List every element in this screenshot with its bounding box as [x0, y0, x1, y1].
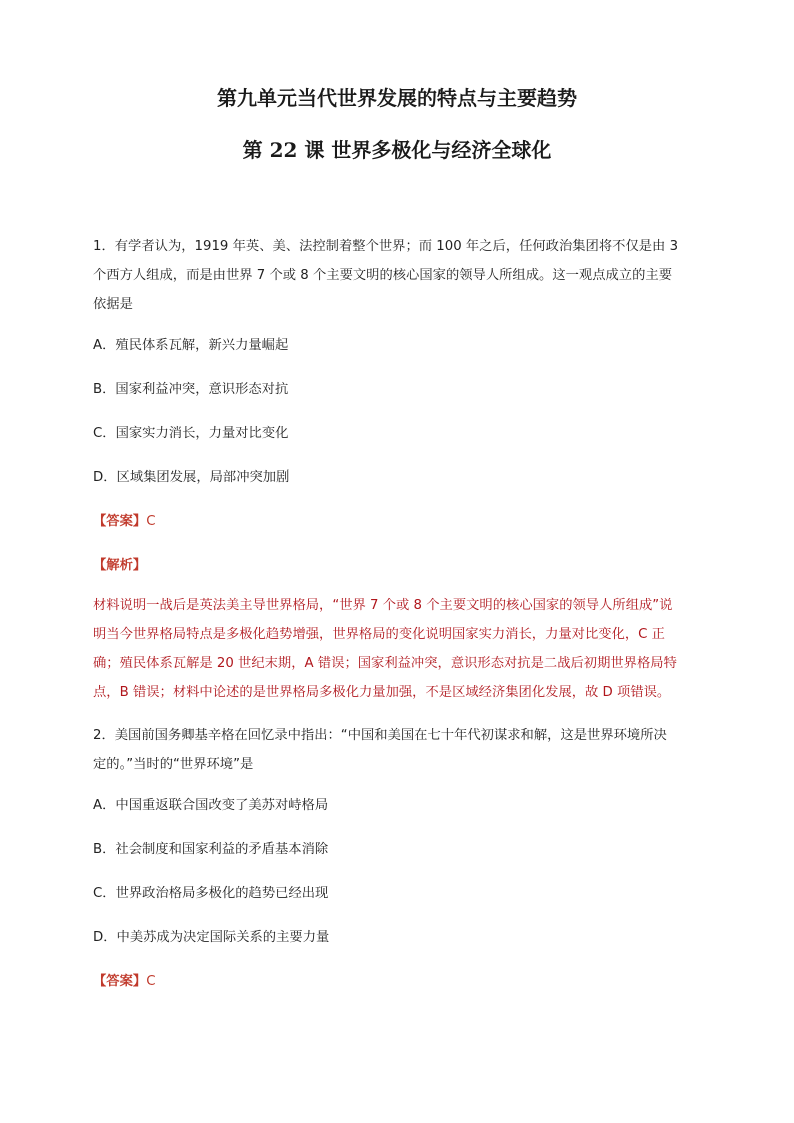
unit-title: 第九单元当代世界发展的特点与主要趋势: [217, 86, 577, 110]
option-d: D．中美苏成为决定国际关系的主要力量: [93, 930, 330, 945]
answer-label: 【答案】: [93, 514, 147, 529]
analysis-text: [93, 591, 705, 707]
option-d: D．区域集团发展，局部冲突加剧: [93, 470, 290, 485]
analysis-line: 明当今世界格局特点是多极化趋势增强，世界格局的变化说明国家实力消长，力量对比变化，C 正: [93, 627, 665, 642]
question-2-stem: [93, 721, 705, 779]
analysis-label: 【解析】: [93, 558, 147, 573]
question-1: [93, 232, 705, 707]
document-body: [93, 232, 705, 993]
answer-label: 【答案】: [93, 974, 147, 989]
question-1-stem: [93, 232, 705, 319]
option-b: B．国家利益冲突，意识形态对抗: [93, 382, 289, 397]
question-2: [93, 721, 705, 993]
answer: [93, 511, 705, 533]
option-c: C．国家实力消长，力量对比变化: [93, 426, 289, 441]
option-c: C．世界政治格局多极化的趋势已经出现: [93, 886, 329, 901]
answer: [93, 971, 705, 993]
stem-line: 个西方人组成，而是由世界 7 个或 8 个主要文明的核心国家的领导人所组成。这一观点成立的主要: [93, 268, 672, 283]
analysis-line: 确；殖民体系瓦解是 20 世纪末期，A 错误；国家利益冲突，意识形态对抗是二战后初期世界格局特: [93, 656, 677, 671]
analysis-line: 材料说明一战后是英法美主导世界格局，“世界 7 个或 8 个主要文明的核心国家的领导人所组成”说: [93, 598, 673, 613]
stem-line: 2．美国前国务卿基辛格在回忆录中指出：“中国和美国在七十年代初谋求和解，这是世界环境所决: [93, 728, 667, 743]
option-a: A．中国重返联合国改变了美苏对峙格局: [93, 798, 329, 813]
option-a: A．殖民体系瓦解，新兴力量崛起: [93, 338, 289, 353]
answer-value: C: [146, 514, 156, 529]
answer-value: C: [146, 974, 156, 989]
stem-line: 1．有学者认为，1919 年英、美、法控制着整个世界；而 100 年之后，任何政治集团将不仅是由 3: [93, 239, 679, 254]
analysis-heading: [93, 555, 705, 577]
stem-line: 定的。”当时的“世界环境”是: [93, 757, 254, 772]
option-b: B．社会制度和国家利益的矛盾基本消除: [93, 842, 329, 857]
analysis-line: 点，B 错误；材料中论述的是世界格局多极化力量加强，不是区域经济集团化发展，故 D 项错误。: [93, 685, 671, 700]
stem-line: 依据是: [93, 297, 133, 312]
lesson-title: 第 22 课 世界多极化与经济全球化: [242, 138, 552, 162]
